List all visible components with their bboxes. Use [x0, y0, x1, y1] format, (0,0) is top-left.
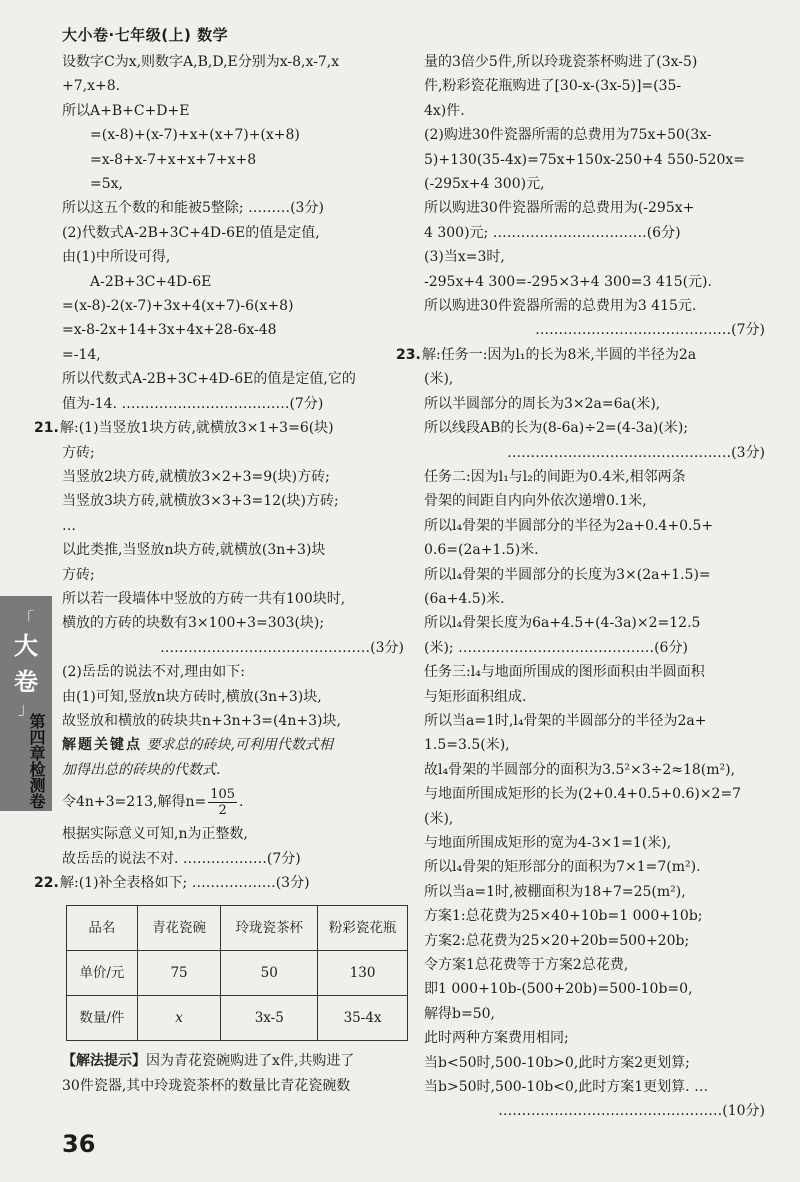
chapter-label: 第四章检测卷: [27, 713, 46, 809]
fraction: [208, 787, 237, 818]
text-line: 解得b=50,: [424, 1005, 495, 1022]
table-cell: 50: [221, 951, 318, 996]
table-cell: 130: [318, 951, 408, 996]
text-line: 所以l₄骨架的矩形部分的面积为7×1=7(m²).: [424, 859, 701, 876]
text-line: 方砖;: [62, 444, 95, 461]
text-line: 设数字C为x,则数字A,B,D,E分别为x-8,x-7,x: [62, 54, 340, 70]
table-row: [67, 996, 408, 1041]
text-line: (6a+4.5)米.: [424, 590, 505, 607]
text-span: 令4n+3=213,解得n=: [62, 793, 207, 810]
page-number: 36: [62, 1130, 96, 1158]
score-line: ………………………………………(3分): [160, 639, 404, 656]
text-line: 与矩形面积组成.: [424, 688, 527, 705]
question-21-line: [34, 416, 408, 440]
table-row: [67, 906, 408, 951]
text-line: =(x-8)-2(x-7)+3x+4(x+7)-6(x+8): [62, 298, 294, 315]
text-line: 任务二:因为l₁与l₂的间距为0.4米,相邻两条: [424, 468, 686, 485]
text-line: 1.5=3.5(米),: [424, 737, 510, 754]
table-cell: 单价/元: [67, 951, 138, 996]
text-line: (2)代数式A-2B+3C+4D-6E的值是定值,: [62, 224, 320, 241]
text-line: …: [62, 517, 76, 534]
text-line: 与地面所围成矩形的宽为4-3×1=1(米),: [424, 835, 672, 851]
table-cell: 35-4x: [318, 996, 408, 1041]
key-tip-text: 加得出总的砖块的代数式.: [62, 761, 221, 778]
text-line: 所以若一段墙体中竖放的方砖一共有100块时,: [62, 590, 346, 607]
text-line: 所以半圆部分的周长为3×2a=6a(米),: [424, 395, 661, 412]
text-line: 所以购进30件瓷器所需的总费用为3 415元.: [424, 298, 697, 315]
text-line: (3)当x=3时,: [424, 249, 505, 266]
goods-table: [66, 905, 408, 1041]
text-line: (2)购进30件瓷器所需的总费用为75x+50(3x-: [424, 127, 712, 144]
text-line: 方案1:总花费为25×40+10b=1 000+10b;: [424, 908, 703, 925]
text-line: 所以线段AB的长为(8-6a)÷2=(4-3a)(米);: [424, 420, 689, 437]
text-line: 0.6=(2a+1.5)米.: [424, 542, 539, 559]
right-column: [396, 50, 769, 1124]
text-line: 所以l₄骨架的半圆部分的长度为3×(2a+1.5)=: [424, 566, 711, 583]
table-cell: 青花瓷碗: [137, 906, 221, 951]
text-line: (米),: [424, 371, 454, 388]
text-line: 5)+130(35-4x)=75x+150x-250+4 550-520x=: [424, 151, 745, 168]
score-line: …………………………………………(3分): [507, 444, 765, 461]
text-line: 件,粉彩瓷花瓶购进了[30-x-(3x-5)]=(35-: [424, 78, 682, 95]
text-line: 所以代数式A-2B+3C+4D-6E的值是定值,它的: [62, 371, 356, 388]
text-line: 与地面所围成矩形的长为(2+0.4+0.5+0.6)×2=7: [424, 786, 742, 803]
text-line: 骨架的间距自内向外依次递增0.1米,: [424, 493, 647, 510]
text-line: 以此类推,当竖放n块方砖,就横放(3n+3)块: [62, 542, 326, 559]
text-line: =x-8-2x+14+3x+4x+28-6x-48: [62, 322, 277, 339]
text-line: 所以l₄骨架长度为6a+4.5+(4-3a)×2=12.5: [424, 615, 701, 632]
question-number: 23.: [396, 346, 421, 363]
text-line: 当竖放3块方砖,就横放3×3+3=12(块)方砖;: [62, 493, 339, 510]
text-line: 当竖放2块方砖,就横放3×2+3=9(块)方砖;: [62, 468, 330, 485]
text-line: 由(1)中所设可得,: [62, 249, 171, 266]
table-row: [67, 951, 408, 996]
page-header: 大小卷·七年级(上) 数学: [62, 26, 229, 44]
fraction-numerator: 105: [210, 786, 236, 802]
text-line: 所以当a=1时,被棚面积为18+7=25(m²),: [424, 883, 686, 900]
text-span: .: [239, 793, 244, 810]
text-line: 根据实际意义可知,n为正整数,: [62, 826, 248, 843]
text-line: 4 300)元; ……………………………(6分): [424, 224, 681, 241]
text-line: 即1 000+10b-(500+20b)=500-10b=0,: [424, 981, 693, 998]
score-line: …………………………………………(10分): [498, 1103, 765, 1120]
key-tip-line: [62, 733, 408, 757]
text-line: 所以A+B+C+D+E: [62, 102, 190, 119]
text-span: 解:任务一:因为l₁的长为8米,半圆的半径为2a: [422, 346, 697, 363]
text-line: 此时两种方案费用相同;: [424, 1030, 569, 1047]
table-cell: x: [137, 996, 221, 1041]
text-line: 所以这五个数的和能被5整除; ………(3分): [62, 200, 324, 217]
question-number: 21.: [34, 420, 59, 437]
table-cell: 玲珑瓷茶杯: [221, 906, 318, 951]
text-line: 当b>50时,500-10b<0,此时方案1更划算. …: [424, 1079, 709, 1096]
side-tab-char: 卷: [14, 668, 38, 696]
text-line: 方案2:总花费为25×20+20b=500+20b;: [424, 932, 690, 949]
text-span: 因为青花瓷碗购进了x件,共购进了: [146, 1053, 355, 1070]
text-line: 故岳岳的说法不对. ………………(7分): [62, 850, 301, 867]
text-line: 故竖放和横放的砖块共n+3n+3=(4n+3)块,: [62, 712, 341, 729]
table-cell: 品名: [67, 906, 138, 951]
text-line: 值为-14. ………………………………(7分): [62, 395, 324, 412]
hint-label: 【解法提示】: [62, 1053, 146, 1070]
side-tab-bracket: 」: [17, 699, 34, 718]
text-line: -295x+4 300=-295×3+4 300=3 415(元).: [424, 273, 712, 290]
text-line: +7,x+8.: [62, 78, 121, 95]
question-22-line: [34, 871, 408, 895]
text-line: 令方案1总花费等于方案2总花费,: [424, 957, 629, 974]
text-line: 任务三:l₄与地面所围成的图形面积由半圆面积: [424, 664, 705, 681]
fraction-denominator: 2: [218, 802, 227, 818]
side-tab-char: 大: [14, 632, 38, 660]
text-line: =-14,: [62, 346, 101, 363]
question-23-line: [396, 343, 769, 367]
text-line: =(x-8)+(x-7)+x+(x+7)+(x+8): [90, 127, 300, 144]
text-line: 所以当a=1时,l₄骨架的半圆部分的半径为2a+: [424, 712, 707, 729]
score-line: ……………………………………(7分): [535, 322, 765, 339]
text-line: 所以购进30件瓷器所需的总费用为(-295x+: [424, 200, 695, 217]
text-line: (米); ……………………………………(6分): [424, 639, 688, 656]
fraction-line: [62, 782, 408, 822]
text-line: 故l₄骨架的半圆部分的面积为3.5²×3÷2≈18(m²),: [424, 761, 736, 778]
key-tip-label: 解题关键点: [62, 737, 142, 754]
text-line: 30件瓷器,其中玲珑瓷茶杯的数量比青花瓷碗数: [62, 1077, 351, 1094]
text-line: 量的3倍少5件,所以玲珑瓷茶杯购进了(3x-5): [424, 54, 698, 70]
text-line: 4x)件.: [424, 102, 465, 119]
text-span: 解:(1)补全表格如下; ………………(3分): [60, 875, 310, 891]
text-line: 横放的方砖的块数有3×100+3=303(块);: [62, 615, 325, 632]
table-cell: 粉彩瓷花瓶: [318, 906, 408, 951]
text-line: =x-8+x-7+x+x+7+x+8: [90, 151, 257, 168]
text-line: 方砖;: [62, 566, 95, 583]
text-line: 由(1)可知,竖放n块方砖时,横放(3n+3)块,: [62, 688, 322, 705]
text-line: (2)岳岳的说法不对,理由如下:: [62, 664, 245, 681]
table-cell: 75: [137, 951, 221, 996]
text-line: A-2B+3C+4D-6E: [90, 273, 212, 290]
hint-line: [62, 1049, 408, 1073]
text-line: 所以l₄骨架的半圆部分的半径为2a+0.4+0.5+: [424, 517, 714, 534]
key-tip-text: 要求总的砖块,可利用代数式相: [146, 737, 333, 754]
text-line: (米),: [424, 810, 454, 827]
table-cell: 数量/件: [67, 996, 138, 1041]
text-line: (-295x+4 300)元,: [424, 176, 545, 193]
side-tab-bracket: 「: [17, 609, 34, 628]
question-number: 22.: [34, 875, 59, 891]
table-cell: 3x-5: [221, 996, 318, 1041]
text-line: =5x,: [90, 176, 123, 193]
text-line: 当b<50时,500-10b>0,此时方案2更划算;: [424, 1054, 690, 1071]
text-span: 解:(1)当竖放1块方砖,就横放3×1+3=6(块): [60, 420, 334, 437]
